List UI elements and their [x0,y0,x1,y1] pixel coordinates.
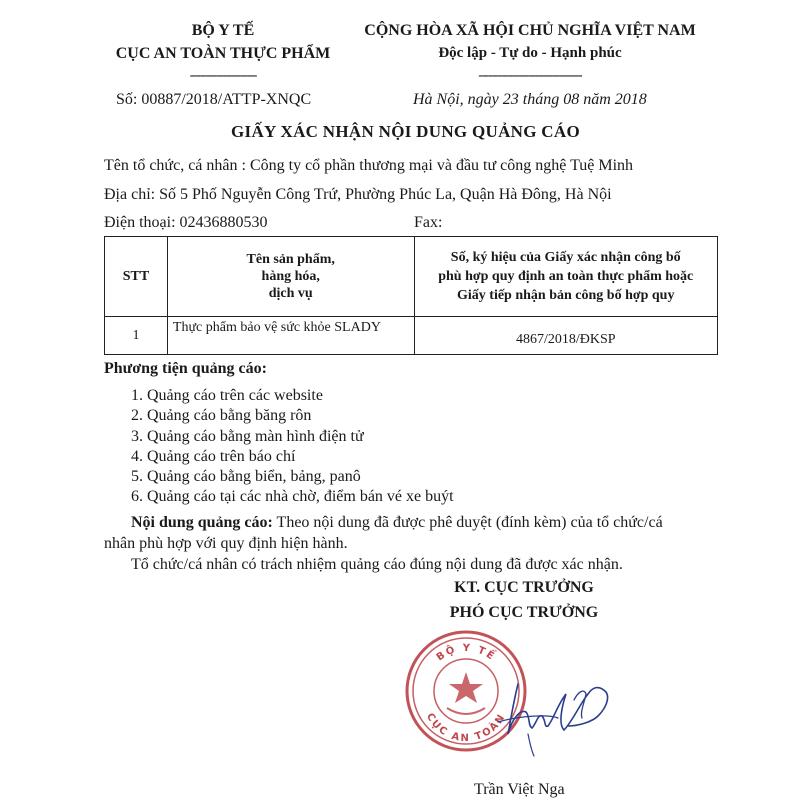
handwritten-signature [488,664,638,764]
row-certificate-number: 4867/2018/ĐKSP [414,317,718,355]
organization-phone: Điện thoại: 02436880530 [104,214,268,231]
list-item: 4. Quảng cáo trên báo chí [131,447,296,465]
organization-fax: Fax: [414,214,443,231]
seal-text-top: BỘ Y TẾ [434,642,498,664]
table-row [105,317,718,355]
signer-name: Trần Việt Nga [474,781,565,798]
document-number: Số: 00887/2018/ATTP-XNQC [116,91,312,108]
organization-address: Địa chỉ: Số 5 Phố Nguyễn Công Trứ, Phường Phúc La, Quận Hà Đông, Hà Nội [104,186,612,203]
responsibility-statement: Tổ chức/cá nhân có trách nhiệm quảng cáo đúng nội dung đã được xác nhận. [131,556,623,573]
place-and-date: Hà Nội, ngày 23 tháng 08 năm 2018 [413,91,647,108]
product-table [104,236,718,355]
list-item: 6. Quảng cáo tại các nhà chờ, điểm bán vé xe buýt [131,488,454,506]
header-product-line: hàng hóa, [261,269,320,284]
seal-text-bottom: CỤC AN TOÀN [423,711,509,745]
content-paragraph-line2: nhân phù hợp với quy định hiện hành. [104,535,348,552]
header-number-line: Số, ký hiệu của Giấy xác nhận công bố [450,250,681,265]
list-item: 2. Quảng cáo bằng băng rôn [131,407,312,425]
media-heading: Phương tiện quảng cáo: [104,360,267,377]
header-product-line: dịch vụ [268,286,313,301]
list-item: 1. Quảng cáo trên các website [131,387,323,404]
left-header-separator: -------------------- [189,67,257,82]
header-number-line: phù hợp quy định an toàn thực phẩm hoặc [438,269,694,284]
content-text: Theo nội dung đã được phê duyệt (đính kèm) của tổ chức/cá [272,514,663,531]
list-item: 5. Quảng cáo bằng biển, bảng, panô [131,468,361,486]
header-product-line: Tên sản phẩm, [246,252,335,267]
header-stt: STT [105,237,168,317]
signer-title-1: KT. CỤC TRƯỞNG [454,579,594,596]
header-product [167,237,414,317]
organization-name: Tên tổ chức, cá nhân : Công ty cổ phần thương mại và đầu tư công nghệ Tuệ Minh [104,157,634,174]
country-name: CỘNG HÒA XÃ HỘI CHỦ NGHĨA VIỆT NAM [364,22,696,39]
content-paragraph-line1 [131,514,663,532]
svg-text:BỘ Y TẾ [435,642,500,663]
row-stt: 1 [105,317,168,355]
right-header-separator: ------------------------------- [478,67,582,82]
national-motto: Độc lập - Tự do - Hạnh phúc [438,45,622,61]
header-certificate-number [414,237,718,317]
header-number-line: Giấy tiếp nhận bản công bố hợp quy [457,288,675,303]
document-title: GIẤY XÁC NHẬN NỘI DUNG QUẢNG CÁO [231,122,580,141]
content-label: Nội dung quảng cáo: [131,514,273,531]
ministry-name: BỘ Y TẾ [191,22,255,39]
signer-title-2: PHÓ CỤC TRƯỞNG [449,604,599,621]
agency-name: CỤC AN TOÀN THỰC PHẨM [115,45,331,62]
table-header-row [105,237,718,317]
row-product: Thực phẩm bảo vệ sức khỏe SLADY [167,317,414,355]
list-item: 3. Quảng cáo bằng màn hình điện tử [131,427,364,445]
media-list [131,386,454,508]
